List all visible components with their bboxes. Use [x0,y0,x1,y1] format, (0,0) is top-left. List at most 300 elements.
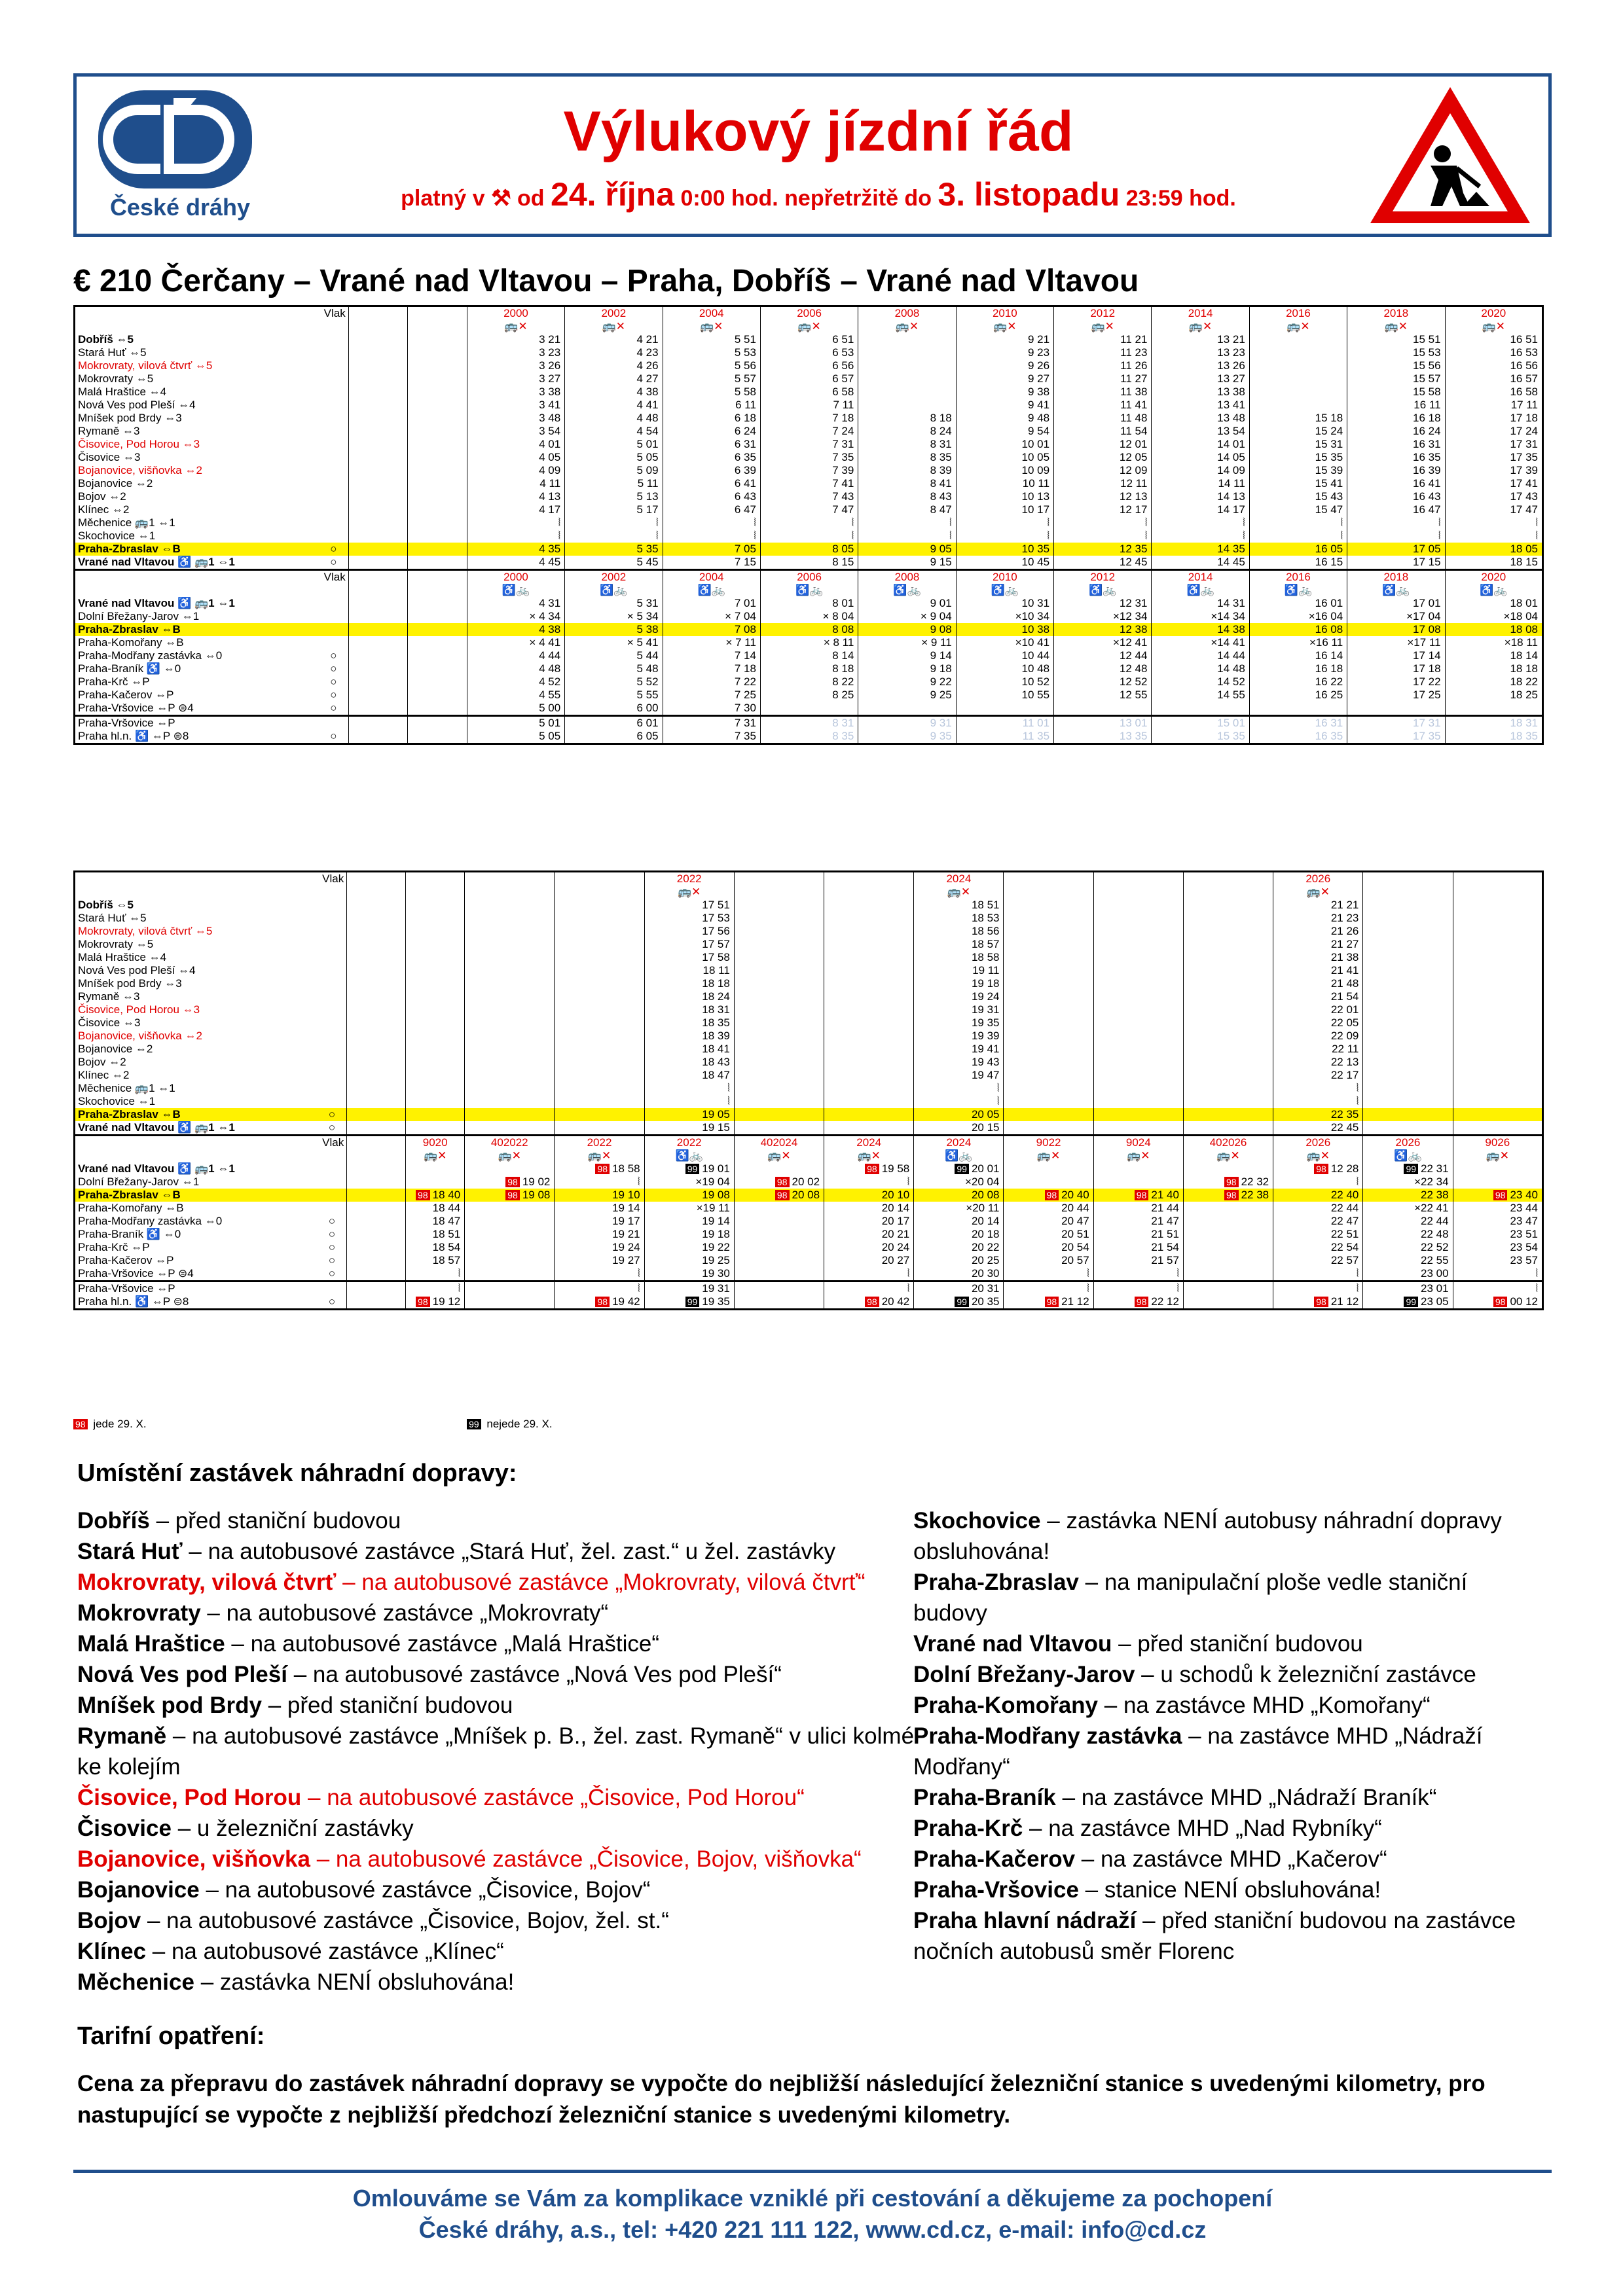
stop-name: Praha-Kačerov [913,1846,1076,1872]
stop-description: – na autobusové zastávce „Klínec“ [146,1939,504,1964]
departure-time [734,1108,824,1121]
empty-cell [75,1149,347,1162]
departure-time [465,938,555,951]
departure-time: 5 05 [467,730,564,744]
train-service-icon: 🚌✕ [914,886,1004,899]
departure-time [824,964,914,977]
station-name: Stará Huť ⇔5 [75,346,319,359]
departure-time: 10 48 [956,662,1053,675]
departure-time: 17 08 [1347,623,1445,636]
empty-cell [408,636,467,649]
departure-time [555,912,644,925]
departure-time [1363,1003,1453,1016]
train-service-icon: ♿🚲 [1445,584,1542,597]
empty-cell [347,1003,406,1016]
departure-time: 10 52 [956,675,1053,689]
departure-time: 4 26 [565,359,663,372]
stop-marker [319,716,348,730]
empty-cell [406,886,465,899]
departure-time: 11 35 [956,730,1053,744]
empty-cell [347,1254,406,1267]
station-name: Rymaně ⇔3 [75,425,319,438]
departure-time [734,1082,824,1095]
departure-time: 17 39 [1445,464,1542,477]
departure-time [465,899,555,912]
departure-time [1453,990,1542,1003]
departure-time [1183,1202,1273,1215]
train-number: 2016 [1249,570,1347,584]
stop-location-item [77,1782,915,1813]
stop-marker: ○ [330,662,337,675]
departure-time: 12 44 [1054,649,1152,662]
train-note-badge: 98 [775,1177,790,1187]
train-note-badge: 99 [685,1164,700,1174]
train-number-row [75,872,1543,886]
departure-time: 14 38 [1152,623,1249,636]
departure-time: 23 47 [1453,1215,1542,1228]
departure-time: 11 27 [1054,372,1152,386]
departure-time: 4 52 [467,675,564,689]
departure-time: 6 41 [663,477,760,490]
departure-time [858,702,956,716]
departure-time [465,1162,555,1175]
departure-time: ×19 11 [644,1202,734,1215]
departure-time: 17 35 [1347,730,1445,744]
station-name: Měchenice 🚌1 ⇔1 [75,1082,318,1095]
train-service-icon: ♿🚲 [467,584,564,597]
departure-time: 20 18 [914,1228,1004,1241]
departure-time: 98 20 40 [1004,1189,1093,1202]
timetable-row [75,1082,1543,1095]
train-service-icon: 🚌✕ [555,1149,644,1162]
departure-time [555,1056,644,1069]
empty-cell [348,306,408,321]
departure-time: 16 51 [1445,333,1542,346]
departure-time: 5 56 [663,359,760,372]
departure-time [858,359,956,372]
departure-time: 19 31 [644,1282,734,1296]
station-name: Praha-Vršovice ⇔P ⊜4 [75,702,319,716]
departure-time: 4 09 [467,464,564,477]
departure-time: 4 54 [565,425,663,438]
stop-name: Nová Ves pod Pleší [77,1662,287,1687]
stop-location-item [77,1813,915,1844]
empty-cell [408,438,467,451]
departure-time: 16 31 [1249,716,1347,730]
train-number: 2010 [956,306,1053,321]
empty-cell [406,872,465,886]
departure-time [465,1295,555,1310]
departure-time: 20 10 [824,1189,914,1202]
departure-time: × 8 04 [760,610,858,623]
stop-marker [319,610,348,623]
train-number: 2026 [1363,1136,1453,1150]
stop-description: – na autobusové zastávce „Čisovice, Bojov, višňovka“ [310,1846,862,1872]
departure-time: 7 39 [760,464,858,477]
departure-time: ⦚ [760,516,858,529]
departure-time [1004,977,1093,990]
stop-marker [318,1043,347,1056]
timetable-row [75,1108,1543,1121]
timetable-row [75,649,1543,662]
empty-cell [408,306,467,321]
train-service-icon: 🚌✕ [1273,1149,1363,1162]
stop-name: Skochovice [913,1508,1041,1534]
train-number: 2000 [467,306,564,321]
departure-time [858,333,956,346]
departure-time: 19 18 [644,1228,734,1241]
empty-cell [347,1121,406,1136]
stop-marker [318,1175,347,1189]
empty-cell [406,1030,465,1043]
stop-location-item [77,1967,915,1998]
train-note-badge: 98 [505,1177,520,1187]
train-number [1093,872,1183,886]
empty-cell [408,649,467,662]
train-number: 2020 [1445,306,1542,321]
stop-marker [318,1162,347,1175]
empty-cell [348,425,408,438]
timetable-row [75,899,1543,912]
departure-time [1183,1241,1273,1254]
route-title [73,263,1139,299]
departure-time: 21 54 [1273,990,1363,1003]
departure-time [1453,1162,1542,1175]
departure-time: ⦚ [565,529,663,543]
departure-time [1004,925,1093,938]
train-note-badge: 98 [1493,1297,1508,1307]
departure-time: ⦚ [1152,516,1249,529]
stop-marker [318,1030,347,1043]
departure-time: 17 51 [644,899,734,912]
departure-time [1249,702,1347,716]
departure-time: 18 54 [406,1241,465,1254]
legend-badge-98: 98 [73,1419,88,1429]
departure-time [1183,1095,1273,1108]
departure-time: 13 23 [1152,346,1249,359]
timetable-row [75,1003,1543,1016]
departure-time [1249,346,1347,359]
train-service-icon: 🚌✕ [824,1149,914,1162]
departure-time [734,964,824,977]
departure-time: 6 11 [663,399,760,412]
departure-time: 17 24 [1445,425,1542,438]
empty-cell [408,320,467,333]
stop-name: Malá Hraštice [77,1631,225,1657]
validity-from: od [517,186,545,211]
departure-time: × 9 11 [858,636,956,649]
departure-time: ⦚ [1004,1267,1093,1282]
empty-cell [348,543,408,556]
departure-time: 18 47 [406,1215,465,1228]
stop-marker [319,477,348,490]
departure-time [1453,1108,1542,1121]
departure-time [1183,964,1273,977]
departure-time: 98 19 08 [465,1189,555,1202]
departure-time: 7 05 [663,543,760,556]
stop-marker [318,1016,347,1030]
departure-time: 8 35 [760,730,858,744]
train-service-icon: 🚌✕ [956,320,1053,333]
departure-time: 14 05 [1152,451,1249,464]
departure-time [555,1043,644,1056]
departure-time: 5 48 [565,662,663,675]
departure-time: 19 24 [555,1241,644,1254]
departure-time [465,1003,555,1016]
timetable-row [75,623,1543,636]
timetable-row [75,689,1543,702]
empty-cell [408,451,467,464]
departure-time: 17 14 [1347,649,1445,662]
departure-time: 12 17 [1054,503,1152,516]
stop-marker [319,451,348,464]
departure-time: 98 22 12 [1093,1295,1183,1310]
departure-time: 20 08 [914,1189,1004,1202]
departure-time: 20 57 [1004,1254,1093,1267]
departure-time: 9 01 [858,597,956,610]
departure-time: 99 23 05 [1363,1295,1453,1310]
departure-time [1093,990,1183,1003]
departure-time: ⦚ [956,516,1053,529]
departure-time: 13 35 [1054,730,1152,744]
departure-time: 5 53 [663,346,760,359]
train-note-badge: 98 [416,1297,430,1307]
empty-cell [347,990,406,1003]
empty-cell [347,1295,406,1310]
departure-time [1183,1215,1273,1228]
departure-time [1453,977,1542,990]
validity-time-end: 23:59 hod. [1125,186,1236,211]
station-name: Vrané nad Vltavou ♿ 🚌1 ⇔1 [75,556,319,570]
departure-time [1093,938,1183,951]
train-number: 2024 [824,1136,914,1150]
departure-time [1453,1056,1542,1069]
departure-time [1152,702,1249,716]
departure-time: 5 00 [467,702,564,716]
empty-cell [347,899,406,912]
station-name: Praha-Modřany zastávka ⇔0 [75,649,319,662]
departure-time: ⦚ [1453,1267,1542,1282]
departure-time: 18 31 [644,1003,734,1016]
train-service-icon [555,886,644,899]
stop-marker: ○ [330,730,337,742]
train-note-badge: 98 [1493,1190,1508,1200]
empty-cell [348,529,408,543]
station-name: Nová Ves pod Pleší ⇔4 [75,964,318,977]
departure-time: 15 53 [1347,346,1445,359]
departure-time [1183,1267,1273,1282]
train-number [1004,872,1093,886]
departure-time [1183,951,1273,964]
train-note-badge: 98 [595,1164,610,1174]
empty-cell [347,1202,406,1215]
stop-name: Mníšek pod Brdy [77,1693,262,1718]
empty-cell [347,951,406,964]
departure-time [734,1215,824,1228]
timetable-row [75,412,1543,425]
empty-cell [406,977,465,990]
departure-time: 13 38 [1152,386,1249,399]
departure-time: 22 40 [1273,1189,1363,1202]
roadwork-warning-icon [1365,82,1535,229]
departure-time [1453,1095,1542,1108]
empty-cell [408,623,467,636]
departure-time [1183,1016,1273,1030]
departure-time: ⦚ [644,1095,734,1108]
departure-time: 10 44 [956,649,1053,662]
empty-cell [408,333,467,346]
departure-time [1363,990,1453,1003]
departure-time: 17 31 [1445,438,1542,451]
departure-time: × 4 41 [467,636,564,649]
departure-time: 22 35 [1273,1108,1363,1121]
station-name: Skochovice ⇔1 [75,1095,318,1108]
train-number: 9026 [1453,1136,1542,1150]
station-name: Čisovice ⇔3 [75,451,319,464]
departure-time: 11 23 [1054,346,1152,359]
departure-time [1004,1082,1093,1095]
stop-name: Čisovice [77,1816,172,1841]
stop-marker [319,464,348,477]
timetable-row [75,912,1543,925]
departure-time [555,899,644,912]
departure-time: ⦚ [1054,529,1152,543]
departure-time: 22 38 [1363,1189,1453,1202]
empty-cell [408,516,467,529]
departure-time: 18 35 [644,1016,734,1030]
departure-time [1249,333,1347,346]
departure-time: 14 44 [1152,649,1249,662]
departure-time: 98 21 40 [1093,1189,1183,1202]
stop-name: Bojov [77,1908,141,1933]
train-number [1363,872,1453,886]
empty-cell [408,359,467,372]
departure-time [734,938,824,951]
departure-time: 23 57 [1453,1254,1542,1267]
station-name: Praha-Krč ⇔P [75,675,319,689]
empty-cell [348,675,408,689]
departure-time: 21 51 [1093,1228,1183,1241]
station-name: Klínec ⇔2 [75,503,319,516]
departure-time: 3 27 [467,372,564,386]
departure-time: 16 22 [1249,675,1347,689]
departure-time: 18 05 [1445,543,1542,556]
stop-marker: ○ [330,649,337,662]
departure-time: 21 57 [1093,1254,1183,1267]
departure-time [734,899,824,912]
stop-name: Praha-Krč [913,1816,1023,1841]
train-note-badge: 98 [416,1190,430,1200]
validity-date-start: 24. října [551,176,675,213]
train-number: 402026 [1183,1136,1273,1150]
stop-marker: ○ [319,543,348,556]
departure-time: ×17 11 [1347,636,1445,649]
departure-time: 4 41 [565,399,663,412]
departure-time: 14 52 [1152,675,1249,689]
station-name: Praha hl.n. ♿ ⇔P ⊜8 [75,730,319,744]
departure-time: 3 54 [467,425,564,438]
departure-time [1453,925,1542,938]
timetable-row [75,451,1543,464]
departure-time: 16 53 [1445,346,1542,359]
departure-time [824,1056,914,1069]
departure-time [1093,925,1183,938]
departure-time: 8 31 [760,716,858,730]
departure-time: 17 57 [644,938,734,951]
train-service-icon: 🚌✕ [1347,320,1445,333]
departure-time: 18 57 [914,938,1004,951]
train-number: 402024 [734,1136,824,1150]
train-number: 2020 [1445,570,1542,584]
stop-marker [318,912,347,925]
station-name: Praha-Braník ♿ ⇔0 [75,1228,318,1241]
timetable-row [75,1121,1543,1136]
departure-time: 18 51 [406,1228,465,1241]
train-service-icon: 🚌✕ [1093,1149,1183,1162]
departure-time: ⦚ [1249,516,1347,529]
departure-time: 13 21 [1152,333,1249,346]
departure-time [824,1082,914,1095]
timetable-row [75,1254,1543,1267]
departure-time: 20 54 [1004,1241,1093,1254]
departure-time: 11 01 [956,716,1053,730]
departure-time: ⦚ [824,1175,914,1189]
stop-marker [319,438,348,451]
departure-time [465,964,555,977]
departure-time [1183,925,1273,938]
departure-time: 3 26 [467,359,564,372]
departure-time: 6 05 [565,730,663,744]
departure-time [734,1095,824,1108]
departure-time: 12 13 [1054,490,1152,503]
departure-time: 4 48 [565,412,663,425]
departure-time: × 4 34 [467,610,564,623]
departure-time: ⦚ [565,516,663,529]
departure-time: 9 48 [956,412,1053,425]
departure-time: 17 41 [1445,477,1542,490]
departure-time: 20 14 [824,1202,914,1215]
stop-location-item [913,1567,1542,1628]
departure-time: 22 17 [1273,1069,1363,1082]
departure-time: 16 57 [1445,372,1542,386]
departure-time [824,1069,914,1082]
departure-time: 7 31 [760,438,858,451]
train-number: 9022 [1004,1136,1093,1150]
departure-time: × 5 34 [565,610,663,623]
departure-time: 4 44 [467,649,564,662]
departure-time [1363,912,1453,925]
departure-time [734,1241,824,1254]
train-note-badge: 98 [505,1190,520,1200]
departure-time [858,386,956,399]
departure-time: 11 41 [1054,399,1152,412]
departure-time: 98 20 42 [824,1295,914,1310]
train-service-icon: ♿🚲 [644,1149,734,1162]
train-service-icon: ♿🚲 [858,584,956,597]
train-number: 2016 [1249,306,1347,321]
departure-time [465,1082,555,1095]
departure-time: ×14 34 [1152,610,1249,623]
train-service-icon [1183,886,1273,899]
station-name: Praha-Zbraslav ⇔B [75,1108,318,1121]
stop-name: Klínec [77,1939,147,1964]
departure-time: 15 35 [1249,451,1347,464]
departure-time [465,951,555,964]
station-name: Praha-Kačerov ⇔P [75,689,319,702]
departure-time: 8 47 [858,503,956,516]
departure-time: 13 27 [1152,372,1249,386]
departure-time: 16 43 [1347,490,1445,503]
